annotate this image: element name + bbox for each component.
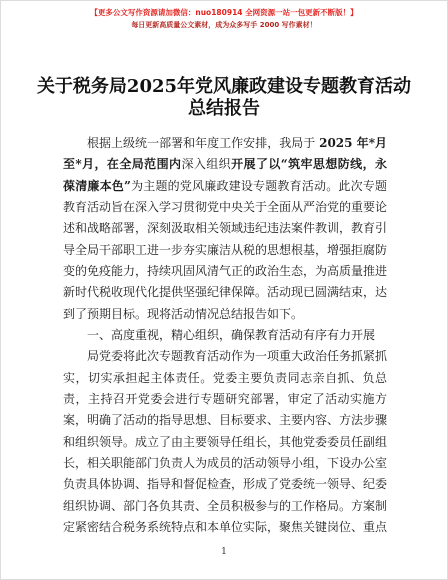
body-paragraph (63, 133, 387, 325)
banner-line-1: 【更多公文写作资源请加微信：nuo180914 全网资源一站一包更新不断版！】 (90, 8, 358, 17)
text-line: 新时代税收现代化提供坚强纪律保障。活动现已圆满结束，达 (63, 285, 388, 300)
page-number: 1 (221, 547, 227, 557)
text-line: 长，相关职能部门负责人为成员的活动领导小组，下设办公室 (63, 455, 388, 470)
text-line: 案，明确了活动的指导思想、目标要求、主要内容、方法步骤 (63, 413, 388, 428)
promo-banner (1, 7, 447, 31)
text-line: 定紧密结合税务系统特点和本单位实际，聚焦关键岗位、重点 (63, 519, 388, 534)
text-run: 为主题的党风廉政建设专题教育活动。此次专题 (130, 178, 387, 193)
text-line (63, 176, 387, 197)
text-line: 责，主持召开党委会进行专题研究部署，审定了活动实施方 (63, 391, 387, 406)
text-line: 到了预期目标。现将活动情况总结报告如下。 (63, 306, 304, 321)
text-run: 根据上级统一部署和年度工作安排，我局于 (87, 136, 320, 150)
text-line: 负责具体协调、指导和督促检查，形成了党委统一领导、纪委 (63, 477, 388, 492)
emphasis-text: 至*月，在全局范围内 (63, 157, 182, 172)
body-paragraph (63, 346, 387, 538)
text-line: 变的免疫能力，持续巩固风清气正的政治生态，为高质量推进 (63, 263, 388, 278)
section-heading (63, 325, 387, 346)
title-line-1: 关于税务局2025年党风廉政建设专题教育活动 (36, 76, 412, 97)
text-line: 一、高度重视，精心组织，确保教育活动有序有力开展 (87, 327, 376, 342)
document-body (63, 133, 387, 538)
title-line-2: 总结报告 (188, 98, 260, 119)
emphasis-text: 2025 年*月 (319, 136, 387, 150)
emphasis-text: 葆清廉本色” (63, 178, 131, 193)
text-line (63, 133, 387, 154)
text-line: 述和战略部署，深刻汲取相关领域违纪违法案件教训，教育引 (63, 221, 388, 236)
text-line: 教育活动旨在深入学习贯彻党中央关于全面从严治党的重要论 (63, 199, 388, 214)
document-title (1, 76, 447, 120)
text-line: 实，切实承担起主体责任。党委主要负责同志亲自抓、负总 (63, 370, 387, 385)
banner-line-2: 每日更新高质量公文素材，成为众多写手 2000 写作素材！ (131, 21, 317, 29)
text-line: 导全局干部职工进一步夯实廉洁从税的思想根基，增强拒腐防 (63, 242, 388, 257)
text-line: 局党委将此次专题教育活动作为一项重大政治任务抓紧抓 (87, 349, 388, 364)
text-run: 深入组织 (181, 157, 232, 172)
text-line: 和组织领导。成立了由主要领导任组长，其他党委委员任副组 (63, 434, 388, 449)
text-line: 组织协调、部门各负其责、全员积极参与的工作格局。方案制 (63, 498, 388, 513)
text-line (63, 154, 387, 175)
emphasis-text: 开展了以“筑牢思想防线，永 (231, 157, 387, 172)
